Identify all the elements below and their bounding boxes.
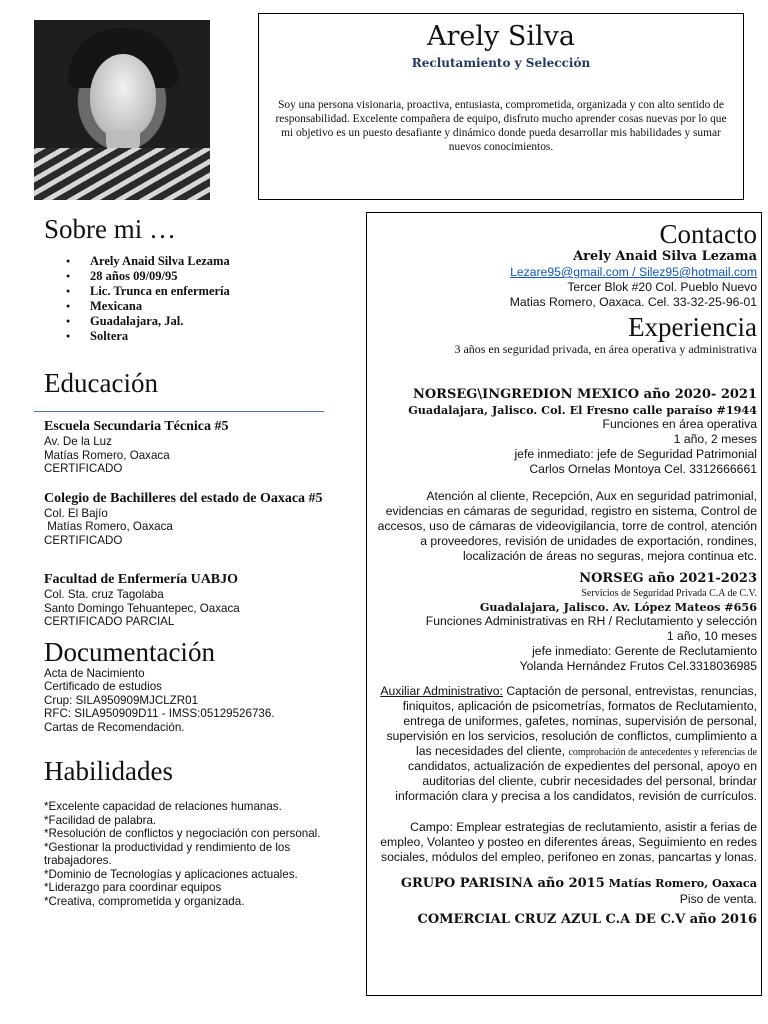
skill-item: *Excelente capacidad de relaciones humanas. [44, 800, 282, 813]
skill-item: *Facilidad de palabra. [44, 813, 157, 827]
job-line: Yolanda Hernández Frutos Cel.3318036985 [519, 659, 757, 673]
skill-item: *Creativa, comprometida y organizada. [44, 894, 245, 908]
school-2 [44, 490, 354, 548]
job-1 [375, 386, 757, 564]
education-title: Educación [44, 368, 158, 398]
candidate-role: Reclutamiento y Selección [411, 56, 591, 70]
experience-title: Experiencia [628, 312, 757, 342]
job-heading-text: GRUPO PARISINA año 2015 [400, 876, 605, 891]
documentation-line: RFC: SILA950909D11 - IMSS:05129526736. [44, 707, 275, 720]
documentation-line: Crup: SILA950909MJCLZR01 [44, 693, 199, 707]
job-line: Piso de venta. [679, 892, 757, 906]
skill-item: *Liderazgo para coordinar equipos [44, 881, 222, 894]
school-line: CERTIFICADO [44, 533, 123, 547]
experience-intro: 3 años en seguridad privada, en área operativa y administrativa [454, 342, 757, 356]
documentation-list [44, 667, 354, 735]
contact-address-2: Matias Romero, Oaxaca. Cel. 33-32-25-96-01 [509, 295, 757, 309]
contact-name: Arely Anaid Silva Lezama [573, 249, 757, 264]
contact-title: Contacto [659, 219, 757, 249]
school-line: Santo Domingo Tehuantepec, Oaxaca [44, 601, 240, 615]
right-column [366, 212, 762, 996]
job-line: Carlos Ornelas Montoya Cel. 3312666661 [529, 462, 757, 476]
skills-list [44, 800, 344, 908]
job-description: Atención al cliente, Recepción, Aux en seguridad patrimonial, evidencias en cámaras de seguridad, registro en sistema, Control de accesos, uso de cámaras de videovigilancia, torre de control, atención a proveedores, revisión de unidades de exportación, rondines, localización de áreas no seguras, mejora continua etc. [377, 489, 757, 563]
about-item: ● Mexicana [66, 299, 354, 314]
school-line: CERTIFICADO PARCIAL [44, 615, 175, 628]
school-line: Matías Romero, Oaxaca [44, 520, 173, 533]
about-item: ● Lic. Trunca en enfermería [66, 284, 354, 299]
job-description [375, 684, 757, 804]
job-line: Funciones Administrativas en RH / Reclutamiento y selección [425, 614, 757, 628]
photo-shirt [34, 148, 210, 200]
school-line: Col. El Bajío [44, 506, 108, 520]
header-box [258, 13, 744, 200]
about-list [44, 254, 354, 344]
job-desc-part: Captación de personal, entrevistas, renuncias, finiquitos, aplicación de psicometrías, formatos de Reclutamiento, entrega de uniformes, gafetes, nominas, supervisión de personal, supervisión en los servicios, resolución de conflictos, cumplimiento a las necesidades del cliente, [386, 684, 757, 758]
left-column [44, 214, 354, 908]
about-item: ● Guadalajara, Jal. [66, 314, 354, 329]
documentation-line: Acta de Nacimiento [44, 666, 145, 680]
contact-emails[interactable]: Lezare95@gmail.com / Silez95@hotmail.com [510, 265, 757, 279]
job-heading: COMERCIAL CRUZ AZUL C.A DE C.V año 2016 [417, 912, 757, 927]
job-heading: NORSEG año 2021-2023 [579, 571, 757, 586]
school-3 [44, 571, 354, 629]
job-heading: NORSEG\INGREDION MEXICO año 2020- 2021 [412, 387, 757, 402]
job-line: 1 año, 2 meses [673, 432, 757, 446]
job-campo: Campo: Emplear estrategias de reclutamiento, asistir a ferias de empleo, Volanteo y posteo en diferentes áreas, Seguimiento en redes sociales, módulos del empleo, perifoneo en zonas, pancartas y lonas. [380, 820, 757, 864]
school-line: CERTIFICADO [44, 462, 123, 475]
candidate-name: Arely Silva [427, 21, 575, 52]
job-company: Servicios de Seguridad Privada C.A de C.V. [581, 588, 757, 599]
about-item: ● Soltera [66, 329, 354, 344]
job-location: Guadalajara, Jalisco. Av. López Mateos #656 [479, 600, 757, 614]
school-line: Av. De la Luz [44, 435, 112, 448]
school-line: Col. Sta. cruz Tagolaba [44, 588, 164, 601]
profile-summary: Soy una persona visionaria, proactiva, entusiasta, comprometida, organizada y con alto sentido de responsabilidad. Excelente compañera de equipo, disfruto mucho aprender cosas nuevas por lo que mi objetivo es un puesto desafiante y dinámico donde pueda desarrollar mis habilidades y sumar nuevos conocimientos. [275, 99, 727, 153]
school-line: Matías Romero, Oaxaca [44, 448, 170, 462]
school-name: Escuela Secundaria Técnica #5 [44, 419, 229, 434]
job-location: Matías Romero, Oaxaca [604, 876, 757, 890]
job-heading [375, 875, 757, 892]
school-1 [44, 418, 354, 476]
profile-photo [34, 20, 210, 200]
job-line: 1 año, 10 meses [666, 629, 757, 643]
job-2 [375, 570, 757, 865]
job-location: Guadalajara, Jalisco. Col. El Fresno calle paraíso #1944 [408, 403, 757, 417]
job-line: jefe inmediato: jefe de Seguridad Patrimonial [514, 447, 757, 461]
job-desc-label: Auxiliar Administrativo: [380, 684, 503, 698]
job-line: jefe inmediato: Gerente de Reclutamiento [532, 644, 757, 658]
job-4 [375, 911, 757, 928]
documentation-line: Cartas de Recomendación. [44, 720, 185, 734]
skills-title: Habilidades [44, 756, 173, 786]
documentation-line: Certificado de estudios [44, 680, 162, 693]
job-3 [375, 875, 757, 907]
contact-address-1: Tercer Blok #20 Col. Pueblo Nuevo [567, 280, 757, 294]
skill-item: *Gestionar la productividad y rendimiento de los trabajadores. [44, 840, 291, 867]
skill-item: *Resolución de conflictos y negociación con personal. [44, 827, 321, 840]
photo-face [90, 54, 156, 138]
skill-item: *Dominio de Tecnologías y aplicaciones actuales. [44, 867, 298, 881]
school-name: Colegio de Bachilleres del estado de Oaxaca #5 [44, 490, 323, 506]
about-title: Sobre mi … [44, 214, 176, 244]
job-desc-small: comprobación de antecedentes y referencias de [568, 747, 757, 758]
job-desc-part: candidatos, actualización de expedientes del personal, apoyo en auditorias del cliente, cubrir necesidades del personal, brindar información clara y precisa a los candidatos, revisión de currículos. [395, 759, 757, 803]
documentation-title: Documentación [44, 636, 215, 667]
about-item: ● Arely Anaid Silva Lezama [66, 254, 354, 269]
job-line: Funciones en área operativa [602, 417, 757, 431]
education-divider [34, 411, 324, 412]
school-name: Facultad de Enfermería UABJO [44, 572, 239, 587]
about-item: ● 28 años 09/09/95 [66, 269, 354, 284]
